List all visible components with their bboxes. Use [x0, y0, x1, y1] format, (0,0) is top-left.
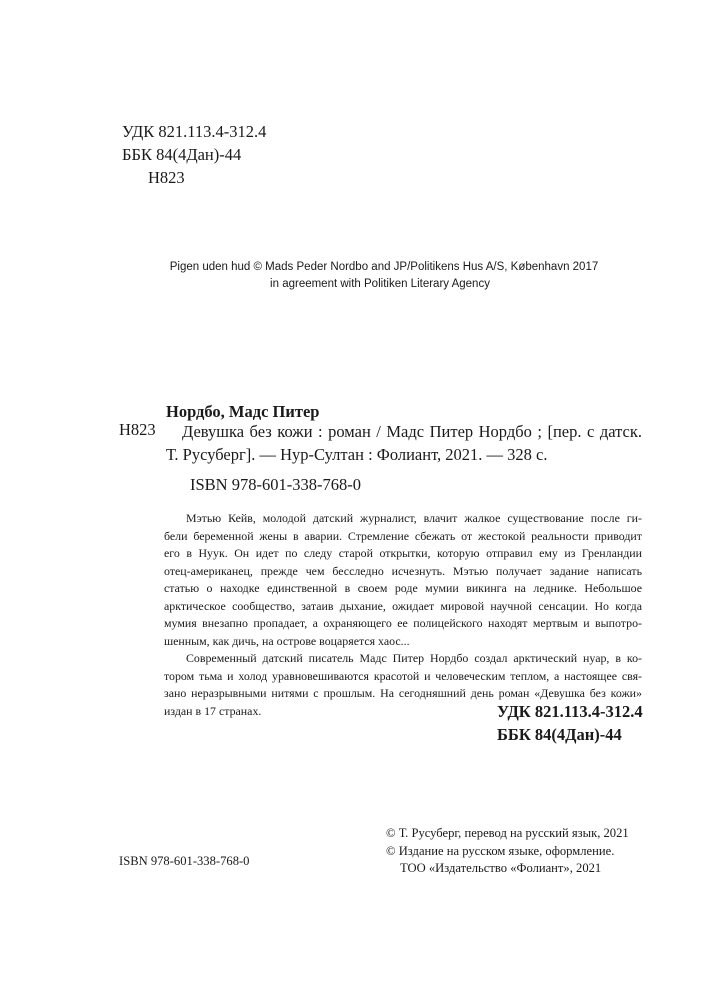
original-copyright-notice: [0, 259, 714, 293]
classification-codes: [497, 700, 643, 746]
description-line: Девушка без кожи : роман / Мадс Питер Нордбо ; [пер. с датск.: [182, 422, 642, 441]
publisher-copyright: ТОО «Издательство «Фолиант», 2021: [400, 861, 602, 875]
annotation-line: тором тьма и холод уравновешиваются красотой и человеческим теплом, а настоящее свя-: [164, 668, 642, 683]
annotation-line: мумия внезапно пропадает, а охраняющего ее полицейского находят мертвым и выпотро-: [164, 616, 642, 630]
annotation-line: Мэтью Кейв, молодой датский журналист, влачит жалкое существование после ги-: [186, 511, 642, 525]
udk-code: УДК 821.113.4-312.4: [122, 122, 267, 141]
annotation-line: его в Нуук. Он идет по следу старой открытки, которую отправил ему из Гренландии: [164, 546, 642, 560]
translation-copyright: © Т. Русуберг, перевод на русский язык, 2021: [386, 826, 629, 840]
udk-classification-block: [122, 120, 266, 189]
edition-copyright: © Издание на русском языке, оформление.: [386, 843, 615, 858]
annotation-line: бели беременной жены в аварии. Стремление сбежать от жестокой реальности приводит: [164, 528, 642, 543]
author-heading: Нордбо, Мадс Питер: [166, 402, 320, 421]
annotation: [164, 510, 642, 720]
description-line: Т. Русуберг]. — Нур-Султан : Фолиант, 2021. — 328 с.: [166, 445, 548, 464]
annotation-line: издан в 17 странах.: [164, 703, 262, 718]
original-copyright-line: Pigen uden hud © Mads Peder Nordbo and JP/Politikens Hus A/S, København 2017: [169, 261, 599, 273]
annotation-line: статью о находке единственной в своем роде мумии викинга на леднике. Небольшое: [164, 581, 642, 595]
agency-agreement-line: in agreement with Politiken Literary Agency: [270, 278, 490, 290]
annotation-line: шенным, как дичь, на острове воцаряется хаос...: [164, 633, 410, 648]
annotation-line: отец-американец, прежде чем бесследно исчезнуть. Мэтью получает задание написать: [164, 563, 642, 578]
isbn-record: ISBN 978-601-338-768-0: [190, 475, 361, 494]
bibliographic-description: [166, 420, 642, 466]
author-mark-left: Н823: [119, 420, 156, 439]
copyright-block: [386, 825, 629, 878]
annotation-paragraph-1: [164, 510, 642, 650]
annotation-line: зано неразрывными нитями с прошлым. На сегодняшний день роман «Девушка без кожи»: [164, 686, 642, 700]
udk-code-bold: УДК 821.113.4-312.4: [497, 702, 643, 721]
annotation-line: Современный датский писатель Мадс Питер Нордбо создал арктический нуар, в ко-: [186, 651, 642, 665]
bbk-code-bold: ББК 84(4Дан)-44: [497, 725, 622, 744]
annotation-line: арктическое сообщество, затаив дыхание, ожидает мировой научной сенсации. Но когда: [164, 598, 642, 613]
bbk-code: ББК 84(4Дан)-44: [122, 145, 242, 164]
author-mark: Н823: [148, 168, 185, 187]
isbn-footer: ISBN 978-601-338-768-0: [119, 854, 250, 868]
